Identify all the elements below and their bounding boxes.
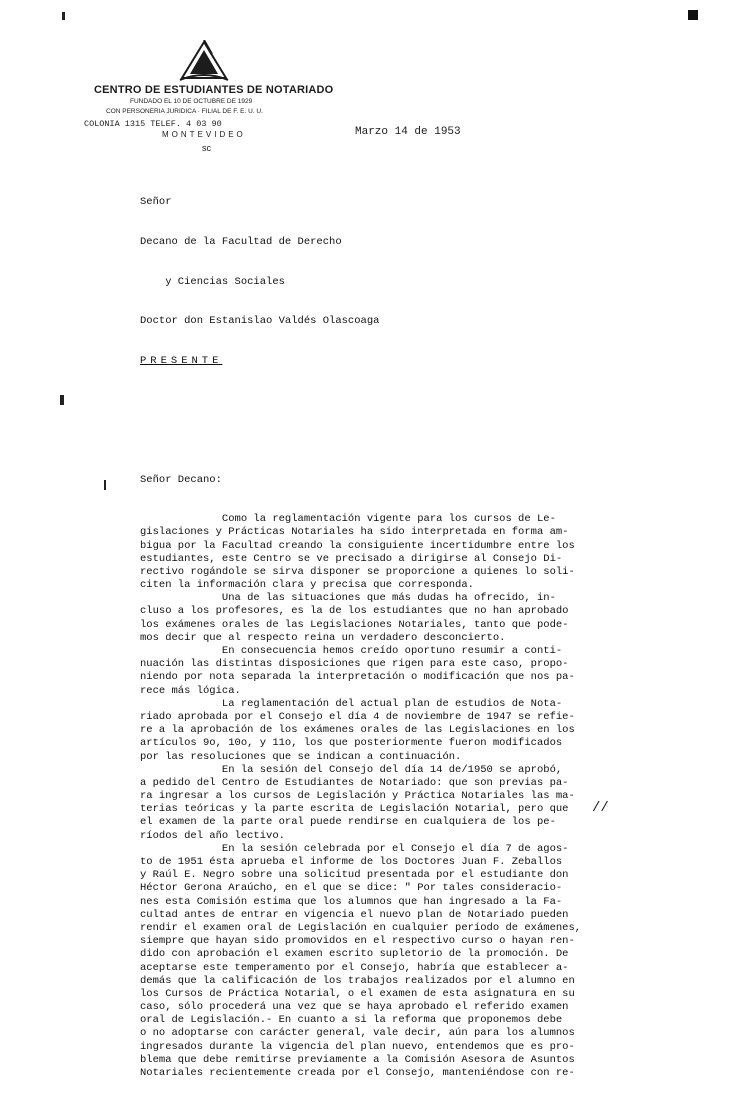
body-line: re a la aprobación de los exámenes orales de las Legislaciones en los: [140, 724, 575, 737]
letter-body: [140, 170, 660, 1107]
body-line: terias teóricas y la parte escrita de Legislación Notarial, pero que: [140, 803, 569, 816]
body-line: citen la información clara y precisa que corresponda.: [140, 579, 474, 592]
body-line: En la sesión del Consejo del día 14 de/1950 se aprobó,: [140, 763, 563, 776]
body-line: La reglamentación del actual plan de estudios de Nota-: [140, 697, 563, 710]
continuation-mark: //: [592, 800, 609, 816]
scan-speckle: [62, 12, 65, 20]
body-line: dido con aprobación el examen escrito supletorio de la promoción. De: [140, 948, 569, 961]
body-line: estudiantes, este Centro se ve precisado a dirigirse al Consejo Di-: [140, 552, 563, 565]
body-line: y Raúl E. Negro sobre una solicitud presentada por el estudiante don: [140, 869, 569, 882]
body-line: En la sesión celebrada por el Consejo el día 7 de agos-: [140, 842, 569, 855]
body-line: a pedido del Centro de Estudiantes de Notariado: que son previas pa-: [140, 776, 569, 789]
body-line: Notariales recientemente creada por el Consejo, manteniéndose con re-: [140, 1067, 575, 1080]
founded-date: FUNDADO EL 10 DE OCTUBRE DE 1929: [130, 98, 253, 105]
body-line: to de 1951 ésta aprueba el informe de los Doctores Juan F. Zeballos: [140, 856, 563, 869]
recipient-line: y Ciencias Sociales: [140, 275, 285, 288]
body-line: bigua por la Facultad creando la consiguiente incertidumbre entre los: [140, 539, 575, 552]
body-line: rectivo rogándole se sirva disponer se proporcione a quienes lo soli-: [140, 565, 575, 578]
body-line: rendir el examen oral de Legislación en cualquier período de exámenes,: [140, 921, 582, 934]
body-line: Como la reglamentación vigente para los cursos de Le-: [140, 513, 556, 526]
body-line: o no adoptarse con carácter general, vale decir, aún para los alumnos: [140, 1027, 575, 1040]
body-line: Héctor Gerona Araúcho, en el que se dice: " Por tales consideracio-: [140, 882, 563, 895]
body-line: aceptarse este temperamento por el Consejo, habría que establecer a-: [140, 961, 569, 974]
recipient-line: Doctor don Estanislao Valdés Olascoaga: [140, 315, 380, 328]
body-line: Una de las situaciones que más dudas ha ofrecido, in-: [140, 592, 556, 605]
letter-date: Marzo 14 de 1953: [355, 126, 461, 138]
scan-speckle: [104, 480, 106, 490]
scan-speckle: [60, 395, 64, 405]
body-line: el examen de la parte oral puede rendirse en cualquiera de los pe-: [140, 816, 556, 829]
body-line: artículos 9o, 10o, y 11o, los que posteriormente fueron modificados: [140, 737, 563, 750]
body-line: gislaciones y Prácticas Notariales ha sido interpretada en forma am-: [140, 526, 569, 539]
body-line: oral de Legislación.- En cuanto a si la reforma que proponemos debe: [140, 1014, 563, 1027]
body-line: los exámenes orales de las Legislaciones Notariales, tanto que pode-: [140, 618, 569, 631]
body-line: nuación las distintas disposiciones que rigen para este caso, propo-: [140, 658, 569, 671]
body-line: caso, sólo procederá una vez que se haya aprobado el referido examen: [140, 1001, 569, 1014]
body-line: cluso a los profesores, es la de los estudiantes que no han aprobado: [140, 605, 569, 618]
body-line: mos decir que al respecto reina un verdadero desconcierto.: [140, 631, 506, 644]
body-line: nes esta Comisión estima que los alumnos que han ingresado a la Fa-: [140, 895, 563, 908]
greeting: Señor Decano:: [140, 473, 222, 486]
body-line: blema que debe remitirse previamente a la Comisión Asesora de Asuntos: [140, 1053, 575, 1066]
paragraphs: [140, 513, 660, 1080]
body-line: cultad antes de entrar en vigencia el nuevo plan de Notariado pueden: [140, 908, 569, 921]
body-line: ríodos del año lectivo.: [140, 829, 285, 842]
city: MONTEVIDEO: [162, 130, 246, 139]
legal-status: CON PERSONERIA JURIDICA · FILIAL DE F. E. U. U.: [106, 108, 263, 115]
address-phone: COLONIA 1315 TELEF. 4 03 90: [84, 119, 222, 129]
recipient-salutation: Señor: [140, 196, 172, 209]
recipient-line: Decano de la Facultad de Derecho: [140, 236, 342, 248]
scan-corner-mark: [688, 10, 698, 20]
body-line: riado aprobada por el Consejo el día 4 de noviembre de 1947 se refie-: [140, 710, 575, 723]
body-line: ingresados durante la vigencia del plan nuevo, entendemos que es pro-: [140, 1040, 575, 1053]
body-line: por las resoluciones que se indican a continuación.: [140, 750, 462, 763]
body-line: los Cursos de Práctica Notarial, o el examen de esta asignatura en su: [140, 987, 575, 1000]
presente-heading: PRESENTE: [140, 354, 223, 367]
body-line: niendo por nota separada la interpretación o modificación que nos pa-: [140, 671, 575, 684]
handwritten-mark: sc: [202, 143, 211, 153]
body-line: ra ingresar a los cursos de Legislación y Práctica Notariales las ma-: [140, 790, 575, 803]
body-line: demás que la calificación de los trabajos realizados por el alumno en: [140, 974, 575, 987]
body-line: rece más lógica.: [140, 684, 241, 697]
body-line: siempre que hayan sido promovidos en el respectivo curso o hayan ren-: [140, 935, 575, 948]
organization-name: CENTRO DE ESTUDIANTES DE NOTARIADO: [94, 84, 334, 96]
body-line: En consecuencia hemos creído oportuno resumir a conti-: [140, 645, 563, 658]
organization-logo-icon: [174, 40, 234, 84]
